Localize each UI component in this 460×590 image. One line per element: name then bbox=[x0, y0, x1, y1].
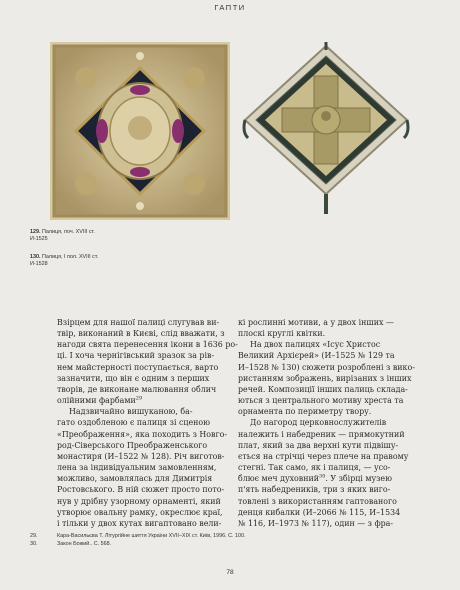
footnote-text: Кара-Васильєва Т. Літургійне шиття України XVII–XIX ст. Київ, 1996. С. 100. bbox=[57, 533, 246, 539]
text-line: речей. Композиції інших палиць склада- bbox=[238, 384, 408, 394]
text-line: монастиря (И–1522 № 128). Річ виготов- bbox=[57, 451, 225, 461]
text-line: нагоди свята перенесення ікони в 1636 ро- bbox=[57, 340, 238, 350]
text-line: і тільки у двох кутах вигаптовано вели- bbox=[57, 518, 222, 528]
page-number: 78 bbox=[226, 569, 234, 576]
plate-129-photo bbox=[50, 42, 230, 220]
footnote-ref-29[interactable]: 29 bbox=[135, 395, 143, 402]
figure-caption-130 bbox=[30, 254, 98, 268]
embroidered-palytsia-130 bbox=[236, 42, 416, 217]
text-line: Великий Архієрей» (И–1525 № 129 та bbox=[238, 351, 395, 361]
text-line: блює меч духовний bbox=[238, 474, 320, 484]
text-line: ються з центрального мотиву хреста та bbox=[238, 396, 404, 406]
text-line: лена за індивідуальним замовленням, bbox=[57, 463, 217, 473]
caption-number: 129. bbox=[30, 229, 41, 235]
footnote-number: 30. bbox=[30, 541, 38, 547]
text-line: нем майстерності поступається, варто bbox=[57, 362, 219, 372]
text-line: товлені з використанням гаптованого bbox=[238, 496, 397, 506]
text-line: твір, виконаний в Києві, слід вважати, з bbox=[57, 329, 225, 339]
text-line: зазначити, що він є одним з перших bbox=[57, 373, 210, 383]
caption-text: Палиця, поч. XVIII ст. bbox=[42, 229, 95, 235]
text-line: № 116, И–1973 № 117), один — з фра- bbox=[238, 518, 394, 528]
text-line: род-Сіверського Преображенського bbox=[57, 440, 208, 450]
footnote-29 bbox=[30, 532, 246, 540]
text-line: орнамента по периметру твору. bbox=[238, 407, 372, 417]
embroidered-palytsia-129 bbox=[50, 42, 230, 220]
text-line: ється на стрічці через плече на правому bbox=[238, 451, 409, 461]
text-line: можливо, замовлялась для Димитрія bbox=[57, 474, 213, 484]
caption-number: 130. bbox=[30, 254, 41, 260]
text-line: Взірцем для нашої палиці слугував ви- bbox=[57, 318, 220, 327]
text-line: утворює овальну рамку, окреслює краї, bbox=[57, 507, 223, 517]
body-column-left bbox=[57, 317, 240, 529]
footnote-text: Закон Божий.. С. 568. bbox=[57, 541, 112, 547]
text-line: ці. І хоча чернігівський зразок за рів- bbox=[57, 351, 215, 361]
figure-caption-129 bbox=[30, 229, 95, 243]
text-line: . У збірці музею bbox=[325, 474, 392, 484]
text-line: творів, де виконане малювання облич bbox=[57, 384, 217, 394]
footnote-number: 29. bbox=[30, 533, 38, 539]
text-line: плоскі круглі квітки. bbox=[238, 329, 326, 339]
text-line-with-footnote bbox=[238, 473, 421, 484]
running-head: ГАПТИ bbox=[214, 3, 246, 12]
text-line: денця кибалки (И–2066 № 115, И–1534 bbox=[238, 507, 401, 517]
text-line: До нагород церковнослужителів bbox=[250, 418, 387, 428]
text-line: гато оздобленою є палиця зі сценою bbox=[57, 418, 211, 428]
footnote-ref-30[interactable]: 30 bbox=[319, 473, 326, 480]
caption-inventory: И-1525 bbox=[30, 236, 48, 242]
text-line: нув у дрібну узорному орнаменті, який bbox=[57, 496, 221, 506]
caption-inventory: И-1528 bbox=[30, 261, 48, 267]
text-line: кі рослинні мотиви, а у двох інших — bbox=[238, 318, 394, 327]
text-line: На двох палицях «Ісус Христос bbox=[250, 340, 381, 350]
text-line: Ростовського. В ній сюжет просто пото- bbox=[57, 485, 225, 495]
text-line: п'ять набедреників, три з яких виго- bbox=[238, 485, 391, 495]
text-line: «Преображення», яка походить з Новго- bbox=[57, 429, 228, 439]
text-line: Надзвичайно вишуканою, ба- bbox=[69, 407, 193, 417]
text-line: стегні. Так само, як і палиця, — усо- bbox=[238, 463, 391, 473]
text-line: ристанням зображень, вирізаних з інших bbox=[238, 373, 412, 383]
footnotes bbox=[30, 532, 246, 548]
plate-130-photo bbox=[236, 42, 416, 217]
text-line: И–1528 № 130) сюжети розроблені з вико- bbox=[238, 362, 415, 372]
caption-text: Палиця, І пол. XVIII ст. bbox=[42, 254, 99, 260]
text-line: належить і набедреник — прямокутний bbox=[238, 429, 405, 439]
text-line: плат, який за два верхні кути підвішу- bbox=[238, 440, 399, 450]
text-line-with-footnote bbox=[57, 395, 240, 406]
body-column-right bbox=[238, 317, 421, 529]
text-line: олійними фарбами bbox=[57, 396, 136, 406]
footnote-30 bbox=[30, 540, 246, 548]
